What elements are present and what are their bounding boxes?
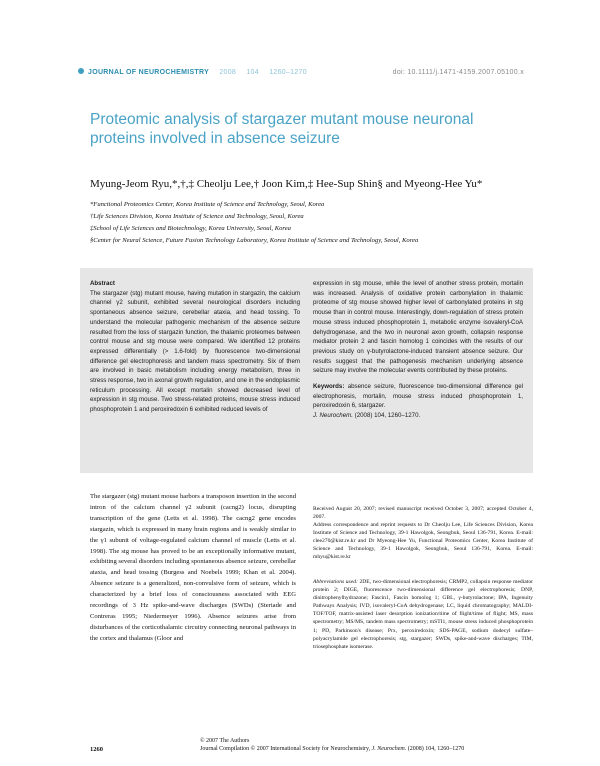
received-dates: [313, 505, 533, 521]
copyright-journal: [200, 746, 464, 752]
copyright-journal-name: J. Neurochem.: [371, 746, 407, 752]
citation-rest: (2008) 104, 1260–1270.: [354, 412, 421, 420]
body-text-column: [90, 492, 296, 645]
copyright-authors: © 2007 The Authors: [200, 738, 250, 744]
affiliation-4: §Center for Neural Science, Future Fusion Technology Laboratory, Korea Institute of Science and Technology, Seoul, Korea: [90, 237, 419, 244]
journal-pages: 1260–1270: [269, 69, 307, 76]
abstract-citation: [313, 411, 523, 421]
affiliation-3: ‡School of Life Sciences and Biotechnology, Korea University, Seoul, Korea: [90, 225, 291, 232]
keywords: [313, 382, 523, 411]
doi-link[interactable]: doi: 10.1111/j.1471-4159.2007.05100.x: [392, 69, 524, 76]
affiliation-1: *Functional Proteomics Center, Korea Institute of Science and Technology, Seoul, Korea: [90, 201, 325, 208]
abbreviations-note: [313, 578, 533, 651]
copyright-prefix: Journal Compilation © 2007 International Society for Neurochemistry,: [200, 746, 371, 752]
abstract-column-left: [90, 279, 300, 415]
correspondence-note: [313, 521, 533, 561]
page-number: 1260: [90, 746, 103, 753]
abbreviations-label: Abbreviations used:: [313, 579, 358, 585]
copyright-suffix: (2008) 104, 1260–1270: [407, 746, 465, 752]
journal-year: 2008: [219, 69, 237, 76]
author-list: Myung-Jeom Ryu,*,†,‡ Cheolju Lee,† Joon Kim,‡ Hee-Sup Shin§ and Myeong-Hee Yu*: [90, 178, 483, 190]
journal-name: JOURNAL OF NEUROCHEMISTRY: [88, 69, 210, 76]
abstract-column-right: [313, 279, 523, 421]
affiliation-2: †Life Sciences Division, Korea Institute of Science and Technology, Seoul, Korea: [90, 213, 304, 220]
journal-dot-icon: [78, 68, 84, 74]
keywords-text: absence seizure, fluorescence two-dimensional difference gel electrophoresis, mortalin, mouse stress induced phosphoprotein 1, peroxiredoxin 6, stargazer.: [313, 383, 523, 410]
abstract-text-right: expression in stg mouse, while the level of another stress protein, mortalin was increased. Analysis of oxidative protein carbonylation in thalamic proteome of stg mouse showed higher level of carbonylated proteins in stg mouse than in control mouse. Interestingly, down-regulation of stress protein mouse stress induced phosphoprotein 1, metabolic enzyme isovaleryl-CoA dehydrogenase, and the two in neuronal axon growth, collapsin response mediator protein 2 and fascin homolog 1 coincides with the results of our previous study on γ-butyrolactone-induced transient absence seizure. Our results suggest that the pathogenesis mechanism underlying absence seizure may involve the molecular events contributed by these proteins.: [313, 280, 523, 375]
abstract-text-left: The stargazer (stg) mutant mouse, having mutation in stargazin, the calcium channel γ2 subunit, exhibited several neurological disorders including spontaneous absence seizure, cerebellar ataxia, and head tossing. To understand the molecular pathogenic mechanism of the absence seizure resulted from the loss of stargazin function, the thalamic proteomes between control mouse and stg mouse were compared. We identified 12 proteins expressed differentially (> 1.6-fold) by fluorescence two-dimensional difference gel electrophoresis and tandem mass spectrometry. Six of them are involved in basic metabolism including energy metabolism, three in stress response, two in axonal growth regulation, and one in the endoplasmic reticulum processing. All except mortalin showed decreased level of expression in stg mouse. Two stress-related proteins, mouse stress induced phosphoprotein 1 and peroxiredoxin 6 exhibited reduced levels of: [90, 289, 300, 414]
journal-volume: 104: [246, 69, 259, 76]
keywords-label: Keywords:: [313, 383, 345, 391]
journal-header: [78, 69, 524, 81]
received-text: Received August 20, 2007; revised manuscript received October 3, 2007; accepted October 4, 2007.: [313, 506, 533, 521]
correspondence-text: Address correspondence and reprint requests to Dr Cheolju Lee, Life Sciences Division, Korea Institute of Science and Technology, 39-1 Hawolgok, Seongbuk, Seoul 136-791, Korea. E-mail: clee270@kist.re.kr and Dr Myeong-Hee Yu, Functional Proteomics Center, Korea Institute of Science and Technology, 39-1 Hawolgok, Seongbuk, Seoul 136-791, Korea. E-mail: mhyu@kist.re.kr: [313, 522, 533, 561]
article-title: Proteomic analysis of stargazer mutant mouse neuronal proteins involved in absence seizure: [90, 111, 474, 147]
abbreviations-text: 2DE, two-dimensional electrophoresis; CRMP2, collapsin response mediator protein 2; DIGE, fluorescence two-dimensional difference gel electrophoresis; DNP, dinitrophenylhydrazone; Fascin1, Fascin homolog 1; GBL, γ-butyrolactone; IPA, Ingenuity Pathways Analysis; IVD, isovaleryl-CoA dehydrogenase; LC, liquid chromatography; MALDI-TOF/TOF, matrix-assisted laser desorption ionization/time of flight/time of flight; MS, mass spectrometry; MS/MS, tandem mass spectrometry; mSTI1, mouse stress induced phosphoprotein 1; PD, Parkinson's disease; Prx, peroxiredoxin; SDS-PAGE, sodium dodecyl sulfate–polyacrylamide gel electrophoresis; stg, stargazer; SWDs, spike-and-wave discharges; TIM, triosephosphate isomerase.: [313, 579, 533, 650]
citation-journal: J. Neurochem.: [313, 412, 353, 420]
body-paragraph: The stargazer (stg) mutant mouse harbors a transposon insertion in the second intron of the calcium channel γ2 subunit (cacng2) locus, disrupting transcription of the gene (Letts et al. 1998). The cacng2 gene encodes stargazin, which is expressed in many brain regions and is weakly similar to the γ1 subunit of voltage-regulated calcium channel of muscle (Letts et al. 1998). The stg mouse has proved to be an exceptionally informative mutant, exhibiting several disorders including spontaneous absence seizure, cerebellar ataxia, and head tossing (Burgess and Noebels 1999; Khan et al. 2004). Absence seizure is a generalized, non-convulsive form of seizure, which is characterized by a brief loss of consciousness associated with EEG recordings of 3 Hz spike-and-wave discharges (SWDs) (Steriade and Contreras 1995; Niedermeyer 1996). Absence seizures arise from disturbances of the corticothalamic circuitry connecting neuronal pathways in the cortex and thalamus (Gloor and: [90, 493, 296, 642]
abstract-heading: Abstract: [90, 280, 115, 287]
